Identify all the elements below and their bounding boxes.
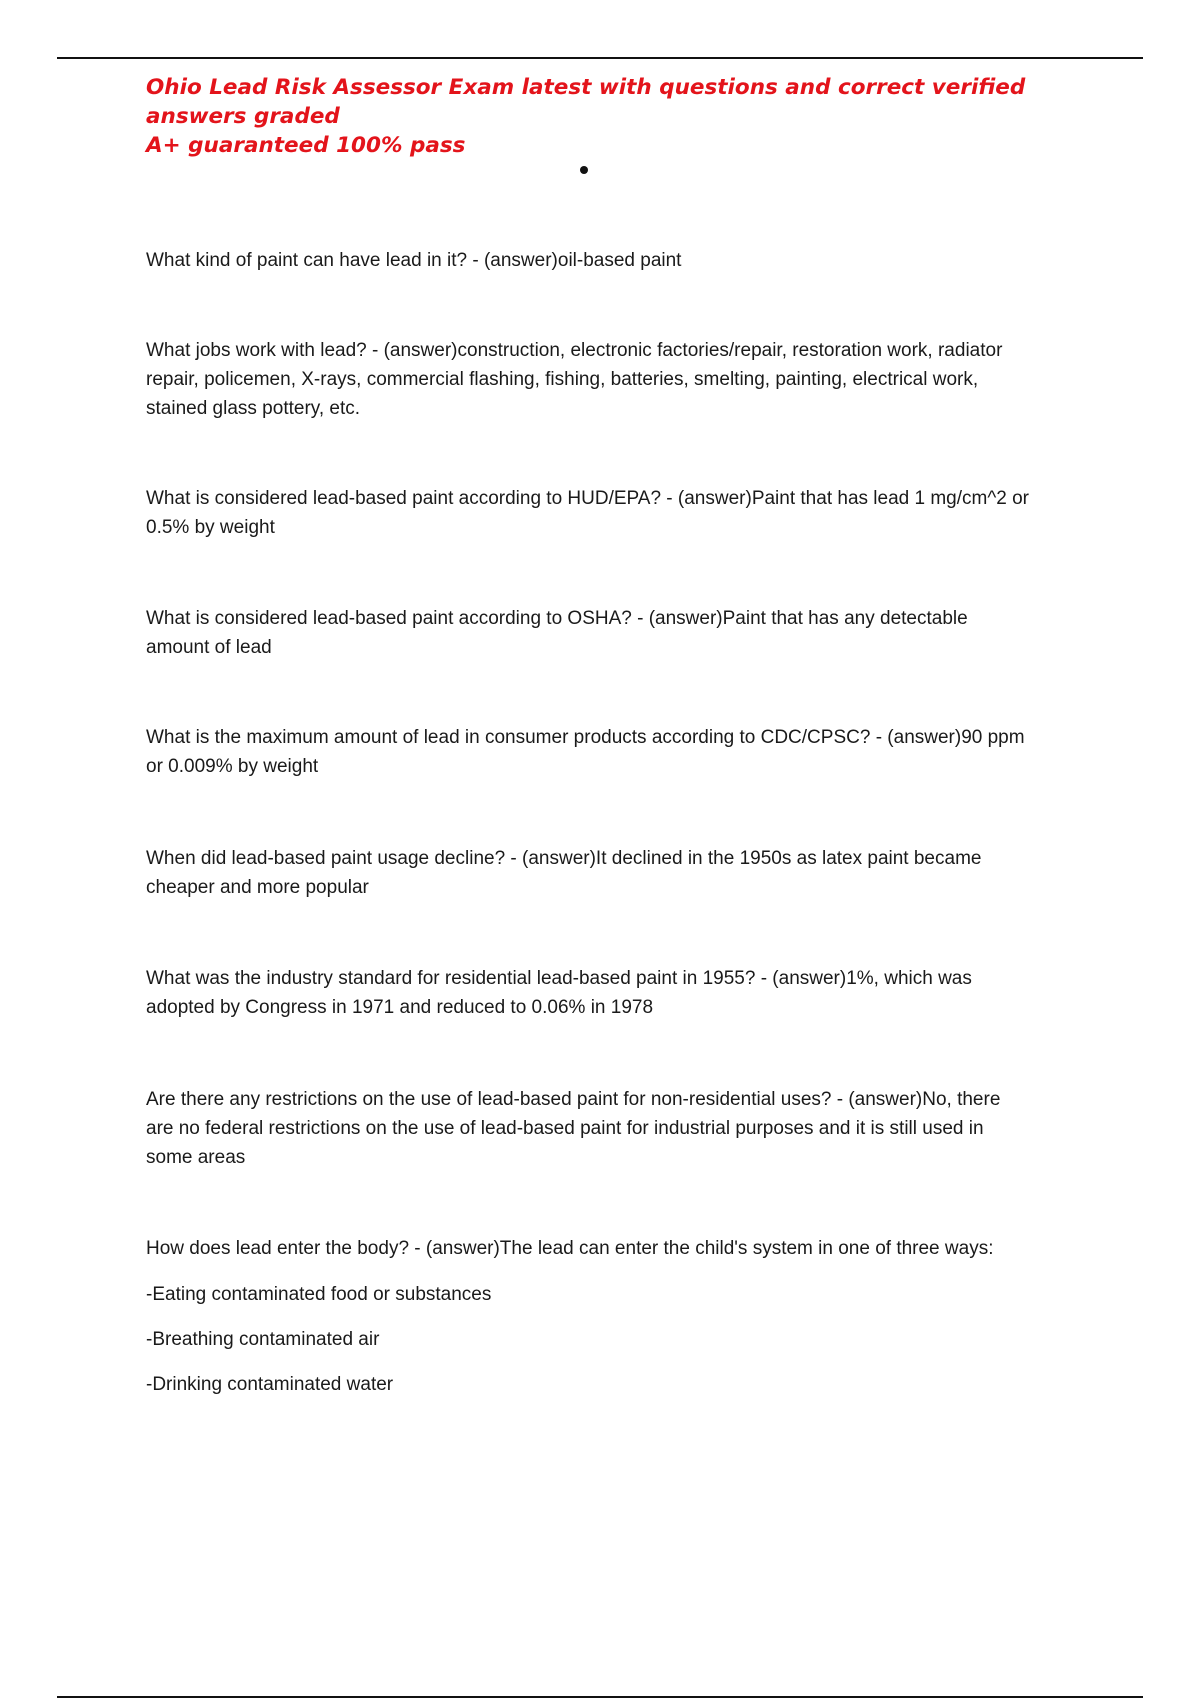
qa-line: cheaper and more popular (146, 877, 369, 898)
qa-line: What was the industry standard for residential lead-based paint in 1955? - (answer)1%, which was (146, 968, 972, 989)
qa-line: What is the maximum amount of lead in consumer products according to CDC/CPSC? - (answer)90 ppm (146, 727, 1025, 748)
qa-item-6 (146, 844, 1096, 902)
qa-line: How does lead enter the body? - (answer)The lead can enter the child's system in one of three ways: (146, 1238, 994, 1259)
document-title (146, 73, 1096, 160)
qa-line: repair, policemen, X-rays, commercial flashing, fishing, batteries, smelting, painting, electrical work, (146, 369, 979, 390)
qa-line: What jobs work with lead? - (answer)construction, electronic factories/repair, restoration work, radiator (146, 340, 1003, 361)
qa-line: are no federal restrictions on the use of lead-based paint for industrial purposes and it is still used in (146, 1118, 984, 1139)
qa-line: What is considered lead-based paint according to OSHA? - (answer)Paint that has any detectable (146, 608, 968, 629)
bottom-rule (57, 1696, 1143, 1698)
qa-line: What kind of paint can have lead in it? - (answer)oil-based paint (146, 250, 682, 271)
qa-line: Are there any restrictions on the use of lead-based paint for non-residential uses? - (answer)No, there (146, 1089, 1001, 1110)
qa-item-4 (146, 604, 1096, 662)
qa-item-2 (146, 336, 1096, 423)
qa-item-7 (146, 964, 1096, 1022)
qa-line: some areas (146, 1147, 246, 1168)
qa-line: When did lead-based paint usage decline? - (answer)It declined in the 1950s as latex paint became (146, 848, 982, 869)
title-line-1: Ohio Lead Risk Assessor Exam latest with questions and correct verified answers graded (146, 75, 1026, 129)
way-item-eating: -Eating contaminated food or substances (146, 1284, 492, 1305)
qa-line: What is considered lead-based paint according to HUD/EPA? - (answer)Paint that has lead 1 mg/cm^2 or (146, 488, 1029, 509)
qa-line: or 0.009% by weight (146, 756, 319, 777)
qa-line: adopted by Congress in 1971 and reduced to 0.06% in 1978 (146, 997, 654, 1018)
qa-item-1 (146, 246, 1096, 275)
qa-line: stained glass pottery, etc. (146, 398, 361, 419)
way-item-drinking: -Drinking contaminated water (146, 1374, 394, 1395)
qa-item-5 (146, 723, 1096, 781)
qa-line: amount of lead (146, 637, 272, 658)
bullet-dot (580, 166, 588, 174)
qa-line: 0.5% by weight (146, 517, 275, 538)
qa-item-8 (146, 1085, 1096, 1172)
qa-item-3 (146, 484, 1096, 542)
qa-item-9 (146, 1234, 1096, 1263)
top-rule (57, 57, 1143, 59)
title-line-2: A+ guaranteed 100% pass (146, 133, 466, 158)
way-item-breathing: -Breathing contaminated air (146, 1329, 380, 1350)
